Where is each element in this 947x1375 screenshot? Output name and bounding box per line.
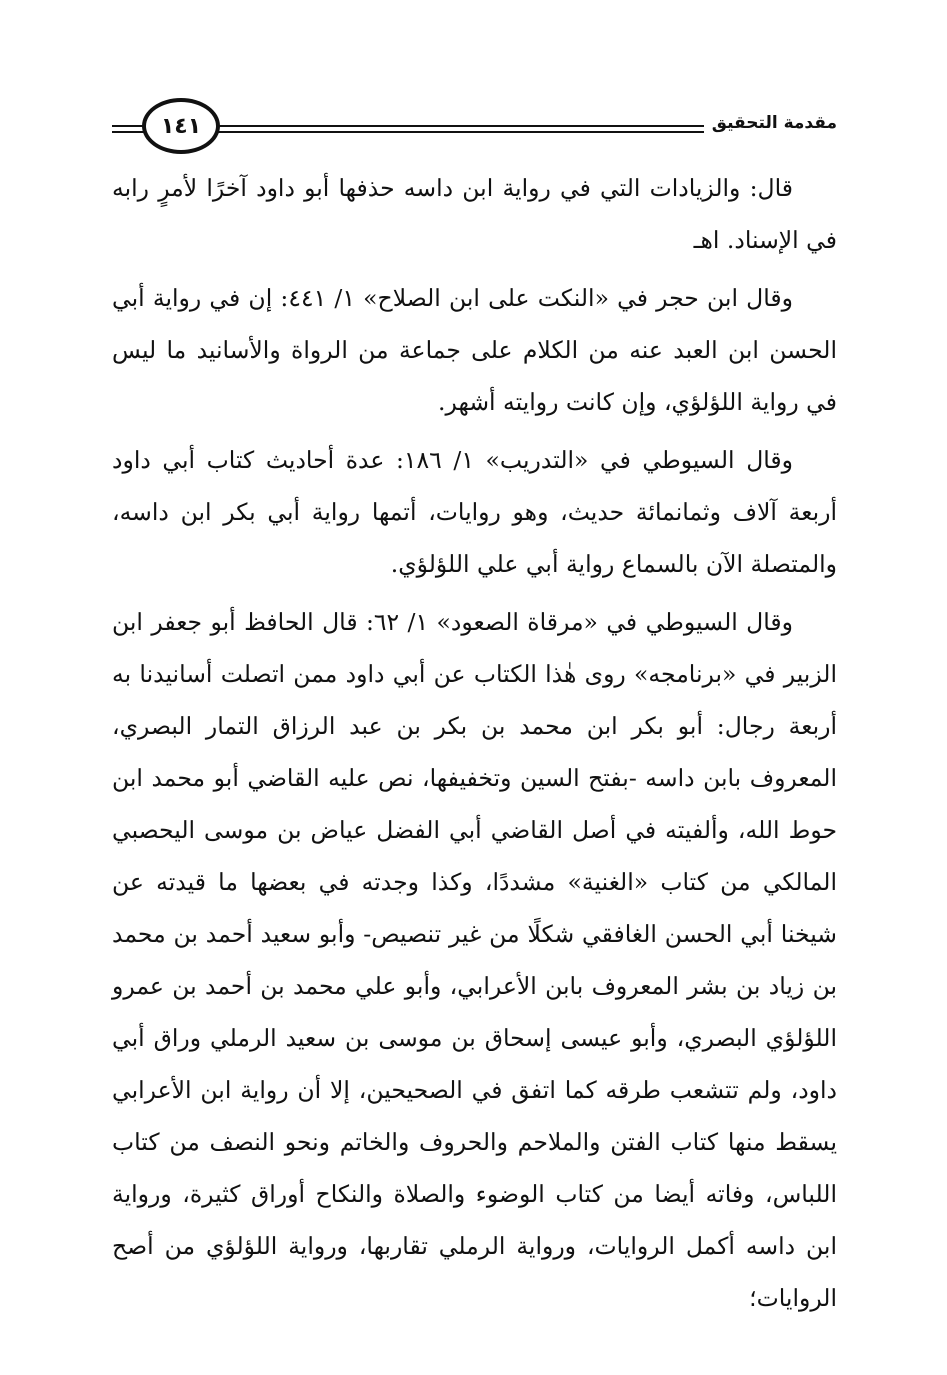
paragraph: وقال السيوطي في «التدريب» ١/ ١٨٦: عدة أحاديث كتاب أبي داود أربعة آلاف وثمانمائة حديث، وهو روايات، أتمها رواية أبي بكر ابن داسه، والمتصلة الآن بالسماع رواية أبي علي اللؤلؤي. xyxy=(112,446,837,578)
header-title: مقدمة التحقيق xyxy=(704,110,837,136)
paragraph: قال: والزيادات التي في رواية ابن داسه حذفها أبو داود آخرًا لأمرٍ رابه في الإسناد. اهـ xyxy=(112,174,837,254)
paragraph: وقال ابن حجر في «النكت على ابن الصلاح» ١/ ٤٤١: إن في رواية أبي الحسن ابن العبد عنه من الكلام على جماعة من الرواة والأسانيد ما ليس في رواية اللؤلؤي، وإن كانت روايته أشهر. xyxy=(112,284,837,416)
page-number-badge: ١٤١ xyxy=(142,98,220,154)
page-body xyxy=(112,162,837,1330)
paragraph: وقال السيوطي في «مرقاة الصعود» ١/ ٦٢: قال الحافظ أبو جعفر ابن الزبير في «برنامجه» روى هٰذا الكتاب عن أبي داود ممن اتصلت أسانيدنا به أربعة رجال: أبو بكر ابن محمد بن بكر بن عبد الرزاق التمار البصري، المعروف بابن داسه -بفتح السين وتخفيفها، نص عليه القاضي أبو محمد ابن حوط الله، وألفيته في أصل القاضي أبي الفضل عياض بن موسى اليحصبي المالكي من كتاب «الغنية» مشددًا، وكذا وجدته في بعضها ما قيدته عن شيخنا أبي الحسن الغافقي شكلًا من غير تنصيص- وأبو سعيد أحمد بن محمد بن زياد بن بشر المعروف بابن الأعرابي، وأبو علي محمد بن أحمد بن عمرو اللؤلؤي البصري، وأبو عيسى إسحاق بن موسى بن سعيد الرملي وراق أبي داود، ولم تتشعب طرقه كما اتفق في الصحيحين، إلا أن رواية ابن الأعرابي يسقط منها كتاب الفتن والملاحم والحروف والخاتم ونحو النصف من كتاب اللباس، وفاته أيضا من كتاب الوضوء والصلاة والنكاح أوراق كثيرة، ورواية ابن داسه أكمل الروايات، ورواية الرملي تقاربها، ورواية اللؤلؤي من أصح الروايات؛ xyxy=(112,608,837,1312)
running-header xyxy=(112,96,837,160)
